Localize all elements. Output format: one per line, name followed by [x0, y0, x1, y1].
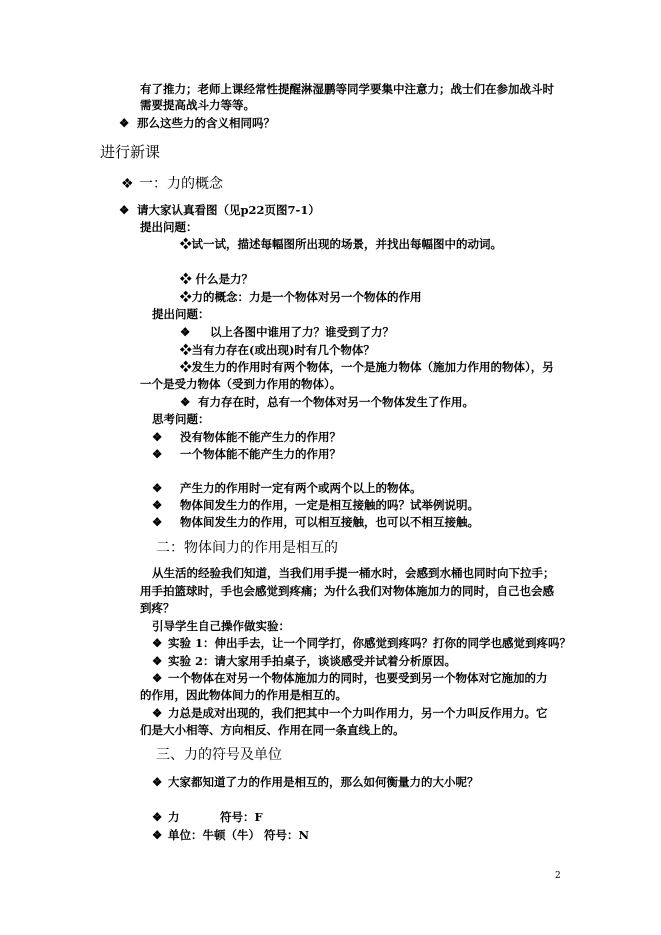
subsection-heading: 三、力的符号及单位: [156, 747, 282, 763]
text-line: 的作用，因此物体间力的作用是相互的。: [140, 688, 347, 702]
diamond-bullet-icon: ❖: [152, 447, 163, 461]
diamond-bullet-icon: ❖: [152, 671, 163, 685]
diamond-bullet-icon: ❖: [152, 430, 163, 444]
bullet-line: ❖ 什么是力？: [180, 272, 254, 286]
bullet-line: ❖ 物体间发生力的作用，可以相互接触，也可以不相互接触。: [152, 515, 479, 529]
bullet-line: ❖ 没有物体能不能产生力的作用？: [152, 430, 341, 444]
diamond-bullet-icon: ❖: [119, 203, 130, 217]
text-line: 一个是受力物体（受到力作用的物体）。: [140, 377, 342, 391]
diamond-bullet-icon: ❖: [119, 116, 130, 130]
diamond-bullet-icon: ❖: [152, 706, 163, 720]
bullet-line: ❖发生力的作用时有两个物体，一个是施力物体（施加力作用的物体），另: [180, 360, 554, 374]
diamond-bullet-icon: ❖: [180, 395, 191, 409]
bullet-line: ❖ 实验 1：伸出手去，让一个同学打，你感觉到疼吗？打你的同学也感觉到疼吗？: [152, 636, 572, 650]
diamond-bullet-icon: ❖: [152, 775, 163, 789]
bullet-line: ❖ 物体间发生力的作用，一定是相互接触的吗？试举例说明。: [152, 498, 479, 512]
diamond-bullet-icon: ❖: [180, 325, 191, 339]
bullet-line: ❖ 一个物体在对另一个物体施加力的同时，也要受到另一个物体对它施加的力: [152, 671, 548, 685]
diamond-bullet-icon: ❖: [152, 810, 163, 824]
bullet-line: ❖力的概念：力是一个物体对另一个物体的作用: [180, 290, 422, 304]
bullet-line: ❖ 力总是成对出现的，我们把其中一个力叫作用力，另一个力叫反作用力。它: [152, 706, 548, 720]
diamond-bullet-icon: ❖: [152, 828, 163, 842]
text-line: 那么这些力的含义相同吗？: [137, 116, 275, 130]
text-line: 用手拍篮球时，手也会感觉到疼痛；为什么我们对物体施加力的同时，自己也会感: [140, 584, 554, 598]
bullet-line: ❖ 力 符号：F: [152, 810, 263, 824]
subsection-heading: 二：物体间力的作用是相互的: [156, 540, 338, 556]
diamond-bullet-icon: ❖: [180, 360, 192, 374]
diamond-bullet-icon: ❖: [180, 290, 192, 304]
diamond-bullet-icon: ❖: [152, 515, 163, 529]
diamond-bullet-icon: ❖: [180, 237, 192, 251]
text-line: 需要提高战斗力等等。: [140, 98, 255, 112]
subsection-heading: ❖ 一：力的概念: [121, 176, 223, 192]
diamond-bullet-icon: ❖: [152, 498, 163, 512]
diamond-bullet-icon: ❖: [121, 176, 134, 192]
bullet-line: ❖ 有力存在时，总有一个物体对另一个物体发生了作用。: [180, 395, 474, 409]
text-line: 们是大小相等、方向相反、作用在同一条直线上的。: [140, 723, 405, 737]
bullet-line: ❖ 实验 2：请大家用手拍桌子，谈谈感受并试着分析原因。: [152, 654, 457, 668]
text-line: 有了推力；老师上课经常性提醒淋湿鹏等同学要集中注意力；战士们在参加战斗时: [140, 82, 554, 96]
section-heading: 进行新课: [100, 143, 161, 161]
diamond-bullet-icon: ❖: [180, 343, 192, 357]
bullet-line: ❖ 以上各图中谁用了力？谁受到了力？: [180, 325, 394, 339]
text-line: 提出问题：: [140, 220, 198, 234]
text-line: 到疼？: [140, 601, 175, 615]
diamond-bullet-icon: ❖: [152, 654, 163, 668]
page-number: 2: [555, 871, 561, 881]
bullet-line: [119, 116, 275, 131]
bullet-line: ❖当有力存在(或出现)时有几个物体？: [180, 343, 375, 357]
text-line: 引导学生自己操作做实验：: [152, 619, 290, 633]
text-line: 思考问题：: [152, 412, 210, 426]
bullet-line: ❖ 产生力的作用时一定有两个或两个以上的物体。: [152, 481, 422, 495]
bullet-line: ❖ 一个物体能不能产生力的作用？: [152, 447, 341, 461]
bullet-line: ❖ 单位：牛顿（牛） 符号：N: [152, 828, 310, 842]
bullet-line: ❖ 大家都知道了力的作用是相互的，那么如何衡量力的大小呢？: [152, 775, 479, 789]
diamond-bullet-icon: ❖: [152, 481, 163, 495]
bullet-line: ❖试一试，描述每幅图所出现的场景，并找出每幅图中的动词。: [180, 237, 502, 251]
text-line: 从生活的经验我们知道，当我们用手提一桶水时，会感到水桶也同时向下拉手；: [152, 566, 555, 580]
bullet-line: ❖ 请大家认真看图（见p22页图7-1）: [119, 203, 320, 217]
diamond-bullet-icon: ❖: [180, 272, 196, 286]
diamond-bullet-icon: ❖: [152, 636, 163, 650]
text-line: 提出问题：: [152, 307, 210, 321]
